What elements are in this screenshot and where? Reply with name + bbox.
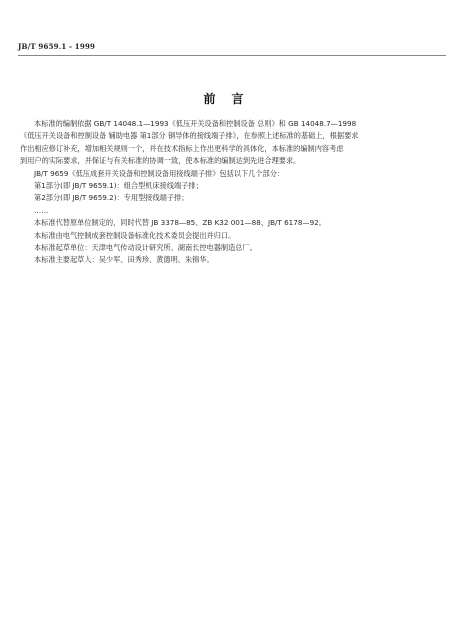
paragraph-line: 作出相应修订补充，增加相关规则一个，并在技术指标上作出更科学的具体化，本标准的编制内容考虑 xyxy=(20,143,344,153)
paragraph-drafting-unit: 本标准起草单位：天津电气传动设计研究所、湖南长控电器制造总厂。 xyxy=(34,243,257,253)
paragraph-part-2: 第2部分(即 JB/T 9659.2)：专用型接线端子排； xyxy=(34,193,189,203)
paragraph-line: 本标准的编制依据 GB/T 14048.1—1993《低压开关设备和控制设备 总则》和 GB 14048.7—1998 xyxy=(34,119,357,128)
page-title: 前言 xyxy=(203,92,260,106)
preface-body xyxy=(20,118,443,267)
paragraph-ellipsis: …… xyxy=(34,205,49,215)
document-code: JB/T 9659.1 - 1999 xyxy=(18,42,96,51)
paragraph-line: 到用户的实际要求，并保证与有关标准的协调一致，使本标准的编制达到先进合理要求。 xyxy=(20,156,301,166)
paragraph-replaces: 本标准代替原单位制定的，同时代替 JB 3378—85、ZB K32 001—88、JB/T 6178—92。 xyxy=(34,218,326,228)
paragraph-proposed-by: 本标准由电气控制成套控制设备标准化技术委员会提出并归口。 xyxy=(34,230,236,240)
paragraph-part-1: 第1部分(即 JB/T 9659.1)：组合型机床接线端子排； xyxy=(34,181,203,191)
header-rule xyxy=(18,55,446,56)
paragraph-parts-intro: JB/T 9659《低压成套开关设备和控制设备用接线端子排》包括以下几个部分： xyxy=(34,168,285,178)
paragraph-line: 《低压开关设备和控制设备 辅助电器 第1部分 铜导体的接线端子排》，在参照上述标准的基础上，根据要求 xyxy=(20,131,359,141)
paragraph-drafters: 本标准主要起草人：吴少军、田秀珍、黄德明、朱锦华。 xyxy=(34,255,214,265)
